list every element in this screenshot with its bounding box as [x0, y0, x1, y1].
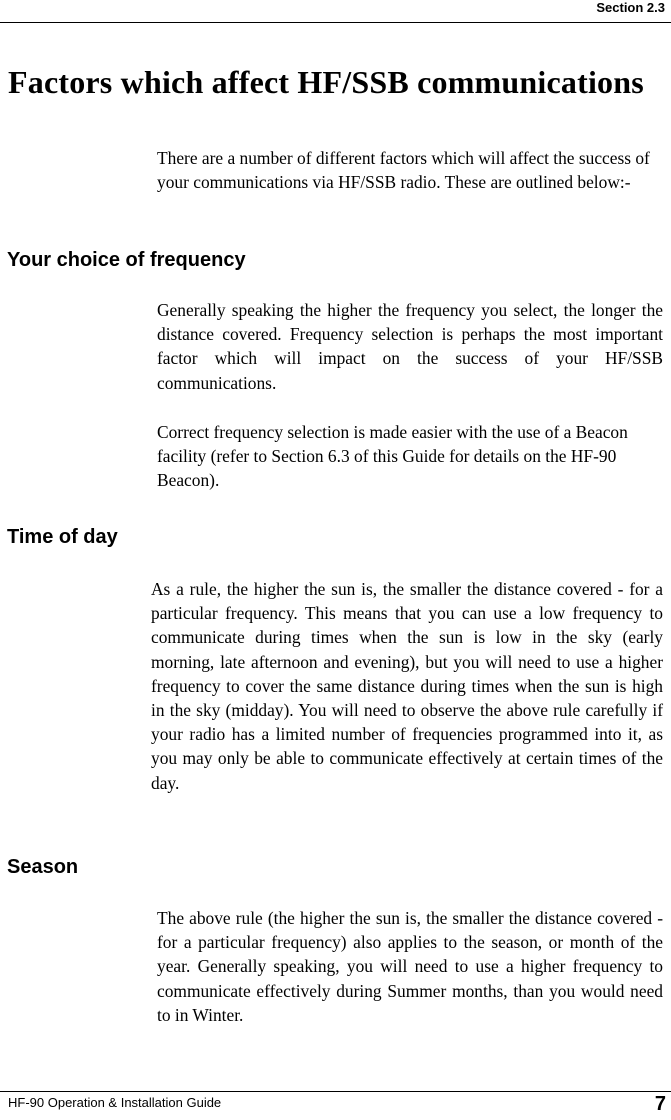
- heading-time-of-day: Time of day: [7, 526, 118, 548]
- season-paragraph: The above rule (the higher the sun is, the smaller the distance covered - for a particular frequency) also applies to the season, or month of the year. Generally speaking, you will need to use a higher frequency to communicate effectively during Summer months, than you would need to in Winter.: [157, 908, 663, 1025]
- footer-guide-title: HF-90 Operation & Installation Guide: [8, 1095, 222, 1110]
- header-rule: [0, 22, 671, 23]
- heading-season: Season: [7, 856, 79, 878]
- page-number: 7: [654, 1093, 666, 1115]
- section-label: Section 2.3: [596, 0, 665, 15]
- time-of-day-paragraph: As a rule, the higher the sun is, the smaller the distance covered - for a particular frequency. This means that you can use a low frequency to communicate during times when the sun is low in the sky (early morning, late afternoon and evening), but you will need to use a higher frequency to cover the same distance during times when the sun is high in the sky (midday). You will need to observe the above rule carefully if your radio has a limited number of frequencies programmed into it, as you may only be able to communicate effectively at certain times of the day.: [151, 579, 663, 793]
- heading-frequency: Your choice of frequency: [7, 249, 246, 271]
- frequency-paragraph-1: Generally speaking the higher the frequency you select, the longer the distance covered. Frequency selection is perhaps the most important factor which will impact on the success of your HF/SSB communications.: [157, 300, 663, 393]
- intro-paragraph: There are a number of different factors which will affect the success of your communications via HF/SSB radio. These are outlined below:-: [157, 148, 650, 193]
- frequency-paragraph-2: Correct frequency selection is made easier with the use of a Beacon facility (refer to Section 6.3 of this Guide for details on the HF-90 Beacon).: [157, 422, 628, 491]
- page-title: Factors which affect HF/SSB communications: [8, 64, 644, 100]
- footer-rule: [0, 1091, 671, 1092]
